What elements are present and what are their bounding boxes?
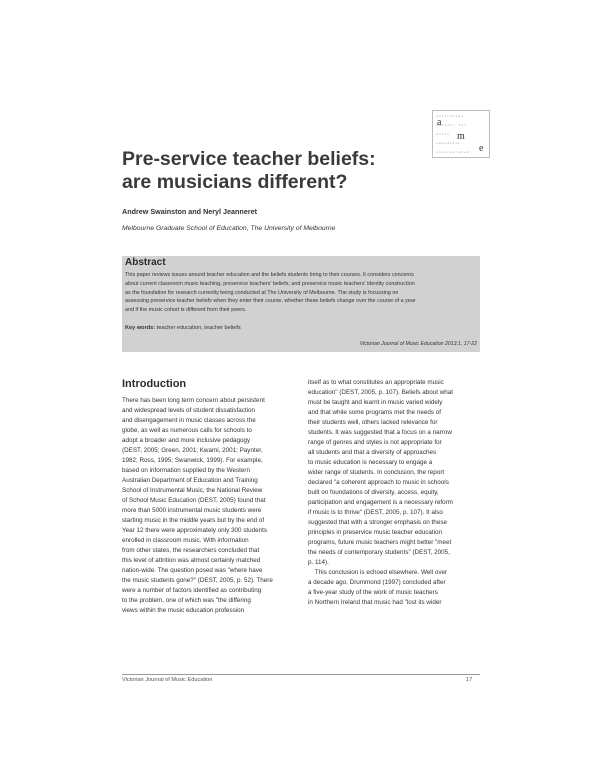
body-text-line: the music students gone?" (DEST, 2005, p. 52). There [122,577,273,584]
logo-letter-a: a [437,117,442,128]
body-text-line: this level of attrition was almost certainly matched [122,557,261,564]
body-text-line: starting music in the middle years but by the end of [122,517,265,524]
body-text-line: based on information supplied by the Western [122,467,250,474]
logo-letter-e: e [479,143,484,154]
body-text-line: participation and engagement is a necessary reform [308,499,453,506]
logo-text-line: education [436,142,462,145]
keywords-value: teacher education, teacher beliefs [156,325,241,331]
body-text-line: and disengagement in music classes across the [122,417,256,424]
body-text-line: their students well, others lacked relevance for [308,419,438,426]
abstract-line: assessing preservice teacher beliefs when they enter their course, whether these beliefs change over the course of a year [125,298,416,305]
logo-text-line: australian [436,115,465,118]
keywords [125,325,241,331]
title-line-2: are musicians different? [122,171,348,193]
abstract-heading: Abstract [125,257,166,268]
body-text-line: were a number of factors identified as contributing [122,587,262,594]
body-text-line: from other states, the researchers concluded that [122,547,260,554]
body-text-line: nation-wide. The question posed was "where have [122,567,263,574]
body-text-line: students. It was suggested that a focus on a narrow [308,429,452,436]
body-column-left [122,396,300,616]
body-text-line: and that while some programs met the needs of [308,409,442,416]
logo-letter-m: m [457,131,465,142]
page-number: 17 [466,677,473,683]
body-text-line: more than 5000 instrumental music students were [122,507,262,514]
keywords-label: Key words: [125,325,156,331]
body-text-line: wider range of students. In conclusion, the report [308,469,445,476]
body-text-line: School of Instrumental Music, the National Review [122,487,263,494]
body-text-line: programs, future music teachers might better "meet [308,539,452,546]
body-text-line: all students and that a diversity of approaches [308,449,437,456]
abstract-box [122,256,480,352]
body-text-line: Australian Department of Education and Training [122,477,258,484]
abstract-line: This paper reviews issues around teacher education and the beliefs students bring to their courses. It considers concerns [125,272,414,278]
body-text-line: and widespread levels of student dissatisfaction [122,407,256,414]
body-text-line: education" (DEST, 2005, p. 107). Beliefs about what [308,389,454,396]
body-text-line: to the problem, one of which was "the differing [122,597,251,604]
abstract-line: about current classroom music teaching, preservice teachers' beliefs, and preservice music teachers' identity construction [125,280,415,287]
body-text-line: a decade ago, Drummond (1997) concluded after [308,579,446,586]
abstract-line: and if the music cohort is different from their peers. [125,307,247,314]
journal-citation: Victorian Journal of Music Education 2013:1, 17-22 [359,341,477,347]
body-text-line: must be taught and learnt in music varied widely [308,399,443,406]
affiliation: Melbourne Graduate School of Education, The University of Melbourne [122,225,336,232]
body-text-line: Year 12 there were approximately only 300 students [122,527,268,534]
body-text-line: the needs of contemporary students" (DEST, 2005, [308,549,450,556]
section-heading-introduction: Introduction [122,378,187,390]
body-column-right [308,378,486,608]
authors: Andrew Swainston and Neryl Jeanneret [122,207,258,216]
body-text-line: principles in preservice music teacher education [308,529,443,536]
body-text-line: of School Music Education (DEST, 2005) found that [122,497,266,504]
body-text-line: suggested that with a stronger emphasis on these [308,519,447,526]
body-text-line: p. 114). [308,559,329,566]
title-line-1: Pre-service teacher beliefs: [122,148,376,170]
footer-divider [122,674,480,675]
body-text-line: 1982; Ross, 1995; Swanwick, 1999). For example, [122,457,263,464]
logo-text-line: music [436,133,451,136]
abstract-line: as the foundation for research currently being conducted at The University of Melbourne. The study is focussing on [125,289,399,296]
body-text-line: adopt a broader and more inclusive pedagogy [122,437,251,444]
body-text-line: to music education is necessary to engage a [308,459,433,466]
logo-text-line: incorporated [436,151,470,154]
body-text-line: built on foundations of diversity, access, equity, [308,489,439,496]
article-title [122,148,452,194]
abstract-text [125,271,477,315]
body-text-line: a five-year study of the work of music teachers [308,589,438,596]
body-text-line: views within the music education profession [122,607,245,614]
body-text-line: itself as to what constitutes an appropriate music [308,379,444,386]
body-text-line: declared "a coherent approach to music in schools [308,479,449,486]
body-text-line: range of genres and styles is not appropriate for [308,439,442,446]
footer-journal-name: Victorian Journal of Music Education [122,677,213,683]
body-text-line: enrolled in classroom music. With information [122,537,249,544]
body-text-line: There has been long term concern about persistent [122,397,265,404]
logo-text-line: society for [436,124,467,127]
body-text-line: (DEST, 2005; Green, 2001; Kwami, 2001; Paynter, [122,447,263,454]
body-text-line: in Northern Ireland that music had "lost its wider [308,599,442,606]
body-text-line: This conclusion is echoed elsewhere. Well over [308,569,448,576]
body-text-line: if music is to thrive" (DEST, 2005, p. 107). It also [308,509,443,516]
body-text-line: globe, as well as numerous calls for schools to [122,427,252,434]
